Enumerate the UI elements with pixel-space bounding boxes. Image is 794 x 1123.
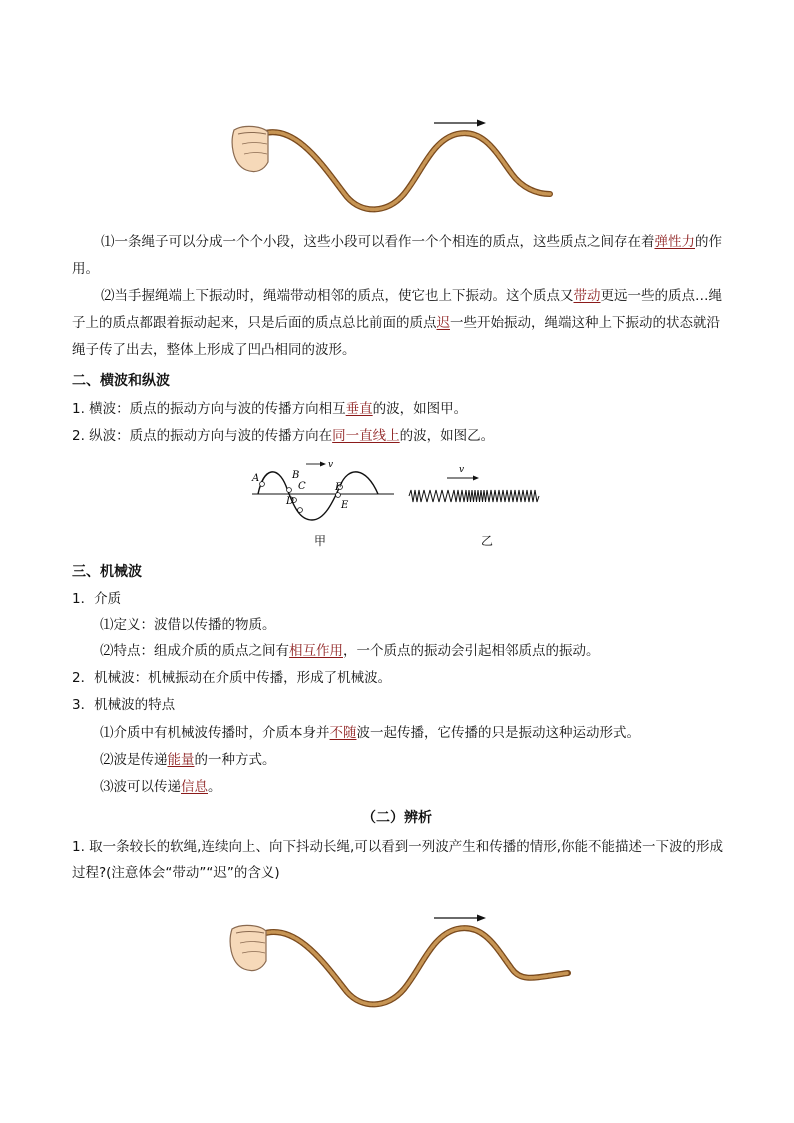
medium-feature-text: ⑵特点：组成介质的质点之间有: [100, 643, 289, 659]
velocity-arrow: [306, 462, 326, 467]
paragraph-rope-vibration: [72, 283, 724, 364]
figure-yi-caption: 乙: [481, 534, 494, 548]
para2-text-end: 一些开始振动，绳端这种上下振动的状态就沿绳子传了出去，整体上形成了凹凸相同的波形。: [72, 315, 720, 358]
question-1: 1. 取一条较长的软绳,连续向上、向下抖动长绳,可以看到一列波产生和传播的情形,你能不能描述一下波的形成过程?(注意体会“带动”“迟”的含义): [72, 839, 724, 881]
medium-title: 1．介质: [72, 591, 122, 607]
point-b-label: B: [292, 470, 300, 481]
feature-2-text-end: 的一种方式。: [194, 752, 276, 768]
transverse-wave-figure: [248, 456, 396, 524]
point-f-label: F: [335, 482, 342, 493]
rope-wave-figure-top: [222, 112, 582, 220]
figure-jia-caption: 甲: [314, 534, 327, 548]
mechanical-wave-definition: 2．机械波：机械振动在介质中传播，形成了机械波。: [72, 670, 392, 686]
item-transverse-wave: [72, 399, 467, 419]
feature-1-highlight: 不随: [329, 725, 357, 741]
velocity-arrow-2: [447, 476, 479, 481]
point-d-label: D: [286, 496, 295, 507]
medium-feature: [100, 641, 600, 661]
para2-text-mid: 更远一些的质点…绳子上的质点都跟着振动起来，只是后面的质点总比前面的质点: [72, 288, 722, 331]
longitudinal-highlight: 同一直线上: [332, 428, 400, 444]
para1-text-end: 的作用。: [72, 234, 722, 277]
transverse-text: 1. 横波：质点的振动方向与波的传播方向相互: [72, 401, 346, 417]
transverse-wave-curve: [258, 472, 378, 520]
para1-highlight: 弹性力: [654, 234, 695, 250]
arrow-right-icon: [434, 120, 486, 127]
medium-feature-text-end: ，一个质点的振动会引起相邻质点的振动。: [343, 643, 600, 659]
features-title: 3．机械波的特点: [72, 697, 176, 713]
paragraph-rope-particles: [72, 229, 724, 283]
section-heading-mechanical-wave: 三、机械波: [72, 564, 142, 580]
rope: [262, 132, 550, 209]
longitudinal-text-end: 的波，如图乙。: [399, 428, 495, 444]
medium-definition: ⑴定义：波借以传播的物质。: [100, 617, 276, 633]
transverse-text-end: 的波，如图甲。: [372, 401, 468, 417]
longitudinal-wave-figure: [405, 460, 545, 510]
longitudinal-text: 2. 纵波：质点的振动方向与波的传播方向在: [72, 428, 333, 444]
hand-icon: [232, 126, 268, 171]
feature-3-highlight: 信息: [181, 779, 208, 795]
feature-1-text: ⑴介质中有机械波传播时，介质本身并: [100, 725, 330, 741]
para2-highlight-2: 迟: [436, 315, 450, 331]
velocity-label: v: [328, 460, 334, 470]
feature-3: [100, 777, 222, 797]
feature-2-text: ⑵波是传递: [100, 752, 168, 768]
medium-feature-highlight: 相互作用: [289, 643, 343, 659]
point-c-label: C: [298, 481, 306, 492]
arrow-right-icon: [434, 915, 486, 922]
feature-3-text: ⑶波可以传递: [100, 779, 181, 795]
item-longitudinal-wave: [72, 426, 494, 446]
hand-icon: [230, 925, 266, 970]
feature-2: [100, 750, 276, 770]
spring-coil: [409, 490, 539, 502]
feature-2-highlight: 能量: [167, 752, 195, 768]
feature-1: [100, 723, 640, 743]
para2-highlight-1: 带动: [573, 288, 601, 304]
feature-3-text-end: 。: [208, 779, 222, 795]
section-heading-wave-types: 二、横波和纵波: [72, 373, 170, 389]
transverse-highlight: 垂直: [345, 401, 373, 417]
para2-text: ⑵当手握绳端上下振动时，绳端带动相邻的质点，使它也上下振动。这个质点又: [101, 288, 574, 304]
analysis-heading: （二）辨析: [362, 810, 432, 826]
para1-text: ⑴一条绳子可以分成一个个小段，这些小段可以看作一个个相连的质点，这些质点之间存在着: [101, 234, 655, 250]
point-e-label: E: [341, 500, 349, 511]
point-a-label: A: [252, 473, 260, 484]
feature-1-text-end: 波一起传播，它传播的只是振动这种运动形式。: [356, 725, 640, 741]
velocity-label-2: v: [459, 465, 465, 475]
rope-wave-figure-bottom: [222, 907, 582, 1015]
